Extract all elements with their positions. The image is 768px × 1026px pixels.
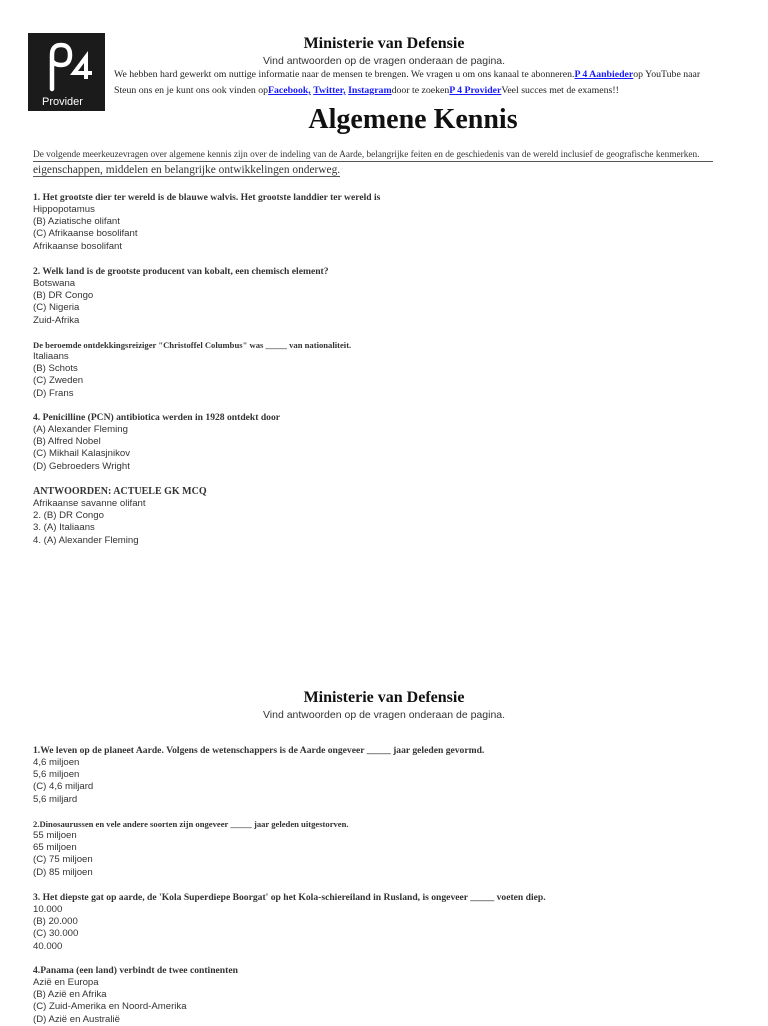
option: (A) Alexander Fleming xyxy=(33,424,128,435)
question-block xyxy=(33,818,753,879)
answer: 4. (A) Alexander Fleming xyxy=(33,534,139,546)
description-line-2: eigenschappen, middelen en belangrijke ontwikkelingen onderweg. xyxy=(33,164,341,176)
question-block xyxy=(33,339,753,400)
option: 65 miljoen xyxy=(33,842,77,854)
aanbieder-link[interactable]: P 4 Aanbieder xyxy=(574,69,634,80)
answer: 2. (B) DR Congo xyxy=(33,510,104,522)
question-text: 4.Panama (een land) verbindt de twee continenten xyxy=(33,965,238,976)
question-block xyxy=(33,965,753,1026)
intro-text-2: Steun ons en je kunt ons ook vinden op xyxy=(114,85,269,96)
header-title: Ministerie van Defensie xyxy=(303,35,465,52)
question-block xyxy=(33,266,753,327)
header-title-2: Ministerie van Defensie xyxy=(303,689,465,706)
option: 10.000 xyxy=(33,904,63,915)
logo-text: Provider xyxy=(42,96,83,108)
question-text: De beroemde ontdekkingsreiziger "Christoffel Columbus" was _____ van nationaliteit. xyxy=(33,340,352,350)
option: (C) Zweden xyxy=(33,375,84,387)
question-block xyxy=(33,745,753,806)
option: (C) 75 miljoen xyxy=(33,854,93,866)
option: (D) Azië en Australië xyxy=(33,1013,120,1025)
question-text: 1.We leven op de planeet Aarde. Volgens de wetenschappers is de Aarde ongeveer _____ jaar geleden gevormd. xyxy=(33,745,485,756)
facebook-link[interactable]: Facebook, xyxy=(268,85,311,96)
answer: Afrikaanse savanne olifant xyxy=(33,498,146,509)
twitter-link[interactable]: Twitter, xyxy=(313,85,346,96)
question-text: 4. Penicilline (PCN) antibiotica werden in 1928 ontdekt door xyxy=(33,412,281,423)
option: Afrikaanse bosolifant xyxy=(33,240,123,252)
header-subtitle-2: Vind antwoorden op de vragen onderaan de pagina. xyxy=(262,709,506,721)
option: 55 miljoen xyxy=(33,830,77,841)
option: (C) 4,6 miljard xyxy=(33,781,94,793)
question-block xyxy=(33,192,753,253)
option: (C) 30.000 xyxy=(33,928,79,940)
option: Italiaans xyxy=(33,351,69,362)
option: (C) Nigeria xyxy=(33,302,80,314)
option: Hippopotamus xyxy=(33,204,95,215)
question-block xyxy=(33,892,753,953)
option: (B) Schots xyxy=(33,363,78,375)
question-text: 2.Dinosaurussen en vele andere soorten zijn ongeveer _____ jaar geleden uitgestorven. xyxy=(33,819,349,829)
option: 5,6 miljard xyxy=(33,793,78,805)
instagram-link[interactable]: Instagram xyxy=(348,85,392,96)
option: (B) Alfred Nobel xyxy=(33,436,101,448)
option: Azië en Europa xyxy=(33,977,99,988)
answer: 3. (A) Italiaans xyxy=(33,522,95,534)
description-line-1: De volgende meerkeuzevragen over algemene kennis zijn over de indeling van de Aarde, belangrijke feiten en de geschiedenis van de wereld inclusief de geografische kenmerken. xyxy=(33,150,713,162)
option: (C) Zuid-Amerika en Noord-Amerika xyxy=(33,1001,187,1013)
option: (C) Mikhail Kalasjnikov xyxy=(33,448,131,460)
option: 40.000 xyxy=(33,940,63,952)
provider-link[interactable]: P 4 Provider xyxy=(449,85,502,96)
intro-mid: door te zoeken xyxy=(391,85,450,96)
option: (B) 20.000 xyxy=(33,916,78,928)
option: (C) Afrikaanse bosolifant xyxy=(33,228,138,240)
option: 4,6 miljoen xyxy=(33,757,80,768)
page-title: Algemene Kennis xyxy=(308,104,518,135)
option: Zuid-Afrika xyxy=(33,314,80,326)
intro-tail-2: Veel succes met de examens!! xyxy=(501,85,619,96)
question-text: 3. Het diepste gat op aarde, de 'Kola Superdiepe Boorgat' op het Kola-schiereiland in Rusland, is ongeveer _____ voeten diep. xyxy=(33,892,546,903)
question-block xyxy=(33,412,753,473)
question-text: 2. Welk land is de grootste producent van kobalt, een chemisch element? xyxy=(33,266,329,277)
option: (D) Frans xyxy=(33,387,74,399)
option: 5,6 miljoen xyxy=(33,769,80,781)
intro-text: We hebben hard gewerkt om nuttige informatie naar de mensen te brengen. We vragen u om ons kanaal te abonneren. xyxy=(114,69,575,80)
option: (B) DR Congo xyxy=(33,290,94,302)
option: (B) Aziatische olifant xyxy=(33,216,120,228)
question-text: 1. Het grootste dier ter wereld is de blauwe walvis. Het grootste landdier ter wereld is xyxy=(33,192,381,203)
intro-line-2 xyxy=(114,83,734,99)
answers-block xyxy=(33,486,753,547)
option: Botswana xyxy=(33,278,76,289)
option: (D) Gebroeders Wright xyxy=(33,460,130,472)
option: (D) 85 miljoen xyxy=(33,866,93,878)
answers-title: ANTWOORDEN: ACTUELE GK MCQ xyxy=(33,486,207,497)
intro-line-1 xyxy=(114,67,734,83)
option: (B) Azië en Afrika xyxy=(33,989,107,1001)
intro-tail: op YouTube naar xyxy=(633,69,701,80)
header-subtitle: Vind antwoorden op de vragen onderaan de pagina. xyxy=(262,55,506,67)
